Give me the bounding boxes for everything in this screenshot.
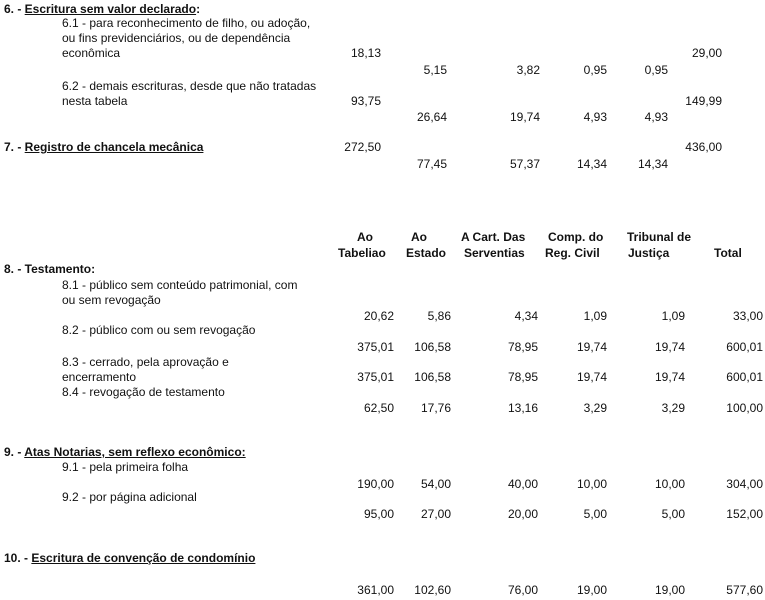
item-6-1-line-3: econômica xyxy=(62,46,121,60)
item-9-2-serventias: 20,00 xyxy=(507,507,538,521)
item-8-2-serventias: 78,95 xyxy=(507,340,538,354)
item-9-1-justica: 10,00 xyxy=(654,477,685,491)
section-7-serventias: 57,37 xyxy=(509,157,540,171)
item-9-1-civil: 10,00 xyxy=(576,477,607,491)
item-6-2-justica: 4,93 xyxy=(644,110,668,124)
item-9-1-tabeliao: 190,00 xyxy=(357,477,394,491)
section-9-number: 9. - xyxy=(4,445,25,459)
item-10-tabeliao: 361,00 xyxy=(357,583,394,597)
item-6-1-tabeliao: 18,13 xyxy=(350,46,381,60)
item-8-1-line-1: 8.1 - público sem conteúdo patrimonial, com xyxy=(62,278,298,292)
item-6-1-line-2: ou fins previdenciários, ou de dependência xyxy=(62,31,291,45)
item-8-3-tabeliao: 375,01 xyxy=(357,370,394,384)
item-8-1-total: 33,00 xyxy=(732,309,763,323)
item-8-2-line-1: 8.2 - público com ou sem revogação xyxy=(62,323,256,337)
header-justica-1: Tribunal de xyxy=(627,230,692,244)
item-8-4-estado: 17,76 xyxy=(420,401,451,415)
item-8-2-justica: 19,74 xyxy=(654,340,685,354)
section-7-tabeliao: 272,50 xyxy=(344,140,381,154)
section-6-heading xyxy=(4,2,200,16)
item-8-1-serventias: 4,34 xyxy=(514,309,538,323)
item-9-2-tabeliao: 95,00 xyxy=(363,507,394,521)
item-8-3-civil: 19,74 xyxy=(576,370,607,384)
section-7-number: 7. - xyxy=(4,140,25,154)
section-6-colon: : xyxy=(196,2,201,16)
item-8-1-civil: 1,09 xyxy=(583,309,607,323)
item-8-3-serventias: 78,95 xyxy=(507,370,538,384)
item-6-2-tabeliao: 93,75 xyxy=(350,94,381,108)
item-8-4-tabeliao: 62,50 xyxy=(363,401,394,415)
item-8-3-total: 600,01 xyxy=(726,370,763,384)
section-7-estado: 77,45 xyxy=(416,157,447,171)
section-7-total: 436,00 xyxy=(685,140,722,154)
header-justica-2: Justiça xyxy=(628,246,670,260)
item-8-3-justica: 19,74 xyxy=(654,370,685,384)
item-6-2-civil: 4,93 xyxy=(583,110,607,124)
header-civil-2: Reg. Civil xyxy=(545,246,600,260)
section-6-number: 6. - xyxy=(4,2,25,16)
item-9-2-estado: 27,00 xyxy=(420,507,451,521)
item-8-2-estado: 106,58 xyxy=(414,340,451,354)
item-8-4-serventias: 13,16 xyxy=(507,401,538,415)
section-7-civil: 14,34 xyxy=(576,157,607,171)
item-9-1-estado: 54,00 xyxy=(420,477,451,491)
section-9-title: Atas Notarias, sem reflexo econômico: xyxy=(24,445,246,459)
item-9-2-total: 152,00 xyxy=(726,507,763,521)
item-8-3-line-1: 8.3 - cerrado, pela aprovação e xyxy=(62,355,229,369)
section-8-title: 8. - Testamento: xyxy=(4,262,96,276)
section-7-justica: 14,34 xyxy=(637,157,668,171)
item-6-1-civil: 0,95 xyxy=(583,63,607,77)
item-8-2-tabeliao: 375,01 xyxy=(357,340,394,354)
item-9-2-civil: 5,00 xyxy=(583,507,607,521)
header-estado-1: Ao xyxy=(411,230,427,244)
header-civil-1: Comp. do xyxy=(548,230,604,244)
item-8-4-civil: 3,29 xyxy=(583,401,607,415)
item-6-2-estado: 26,64 xyxy=(416,110,447,124)
item-8-3-estado: 106,58 xyxy=(414,370,451,384)
item-8-4-justica: 3,29 xyxy=(661,401,685,415)
item-8-1-line-2: ou sem revogação xyxy=(62,293,161,307)
item-10-serventias: 76,00 xyxy=(507,583,538,597)
item-8-4-total: 100,00 xyxy=(726,401,763,415)
section-7-title: Registro de chancela mecânica xyxy=(24,140,204,154)
item-8-4-line-1: 8.4 - revogação de testamento xyxy=(62,385,225,399)
header-tabeliao-1: Ao xyxy=(357,230,373,244)
header-serventias-2: Serventias xyxy=(464,246,525,260)
section-6-title: Escritura sem valor declarado xyxy=(24,2,197,16)
item-9-1-line-1: 9.1 - pela primeira folha xyxy=(62,460,189,474)
item-8-1-estado: 5,86 xyxy=(427,309,451,323)
item-6-1-justica: 0,95 xyxy=(644,63,668,77)
item-10-justica: 19,00 xyxy=(654,583,685,597)
item-10-total: 577,60 xyxy=(726,583,763,597)
item-9-2-line-1: 9.2 - por página adicional xyxy=(62,490,197,504)
item-6-1-estado: 5,15 xyxy=(423,63,447,77)
item-8-2-total: 600,01 xyxy=(726,340,763,354)
item-10-civil: 19,00 xyxy=(576,583,607,597)
section-10-number: 10. - xyxy=(4,551,32,565)
item-6-1-total: 29,00 xyxy=(691,46,722,60)
section-10-title: Escritura de convenção de condomínio xyxy=(31,551,256,565)
section-10-heading xyxy=(4,551,255,565)
item-8-2-civil: 19,74 xyxy=(576,340,607,354)
header-estado-2: Estado xyxy=(406,246,447,260)
item-8-3-line-2: encerramento xyxy=(62,370,137,384)
section-7-heading xyxy=(4,140,203,154)
item-6-2-line-1: 6.2 - demais escrituras, desde que não tratadas xyxy=(62,79,317,93)
item-8-1-justica: 1,09 xyxy=(661,309,685,323)
section-9-heading xyxy=(4,445,246,459)
item-9-1-serventias: 40,00 xyxy=(507,477,538,491)
item-9-1-total: 304,00 xyxy=(726,477,763,491)
item-6-2-line-2: nesta tabela xyxy=(62,94,128,108)
item-9-2-justica: 5,00 xyxy=(661,507,685,521)
item-6-1-serventias: 3,82 xyxy=(516,63,540,77)
item-8-1-tabeliao: 20,62 xyxy=(363,309,394,323)
item-10-estado: 102,60 xyxy=(414,583,451,597)
item-6-2-total: 149,99 xyxy=(685,94,722,108)
header-total: Total xyxy=(714,246,742,260)
header-serventias-1: A Cart. Das xyxy=(461,230,526,244)
item-6-2-serventias: 19,74 xyxy=(509,110,540,124)
header-tabeliao-2: Tabeliao xyxy=(338,246,386,260)
item-6-1-line-1: 6.1 - para reconhecimento de filho, ou adoção, xyxy=(62,16,311,30)
